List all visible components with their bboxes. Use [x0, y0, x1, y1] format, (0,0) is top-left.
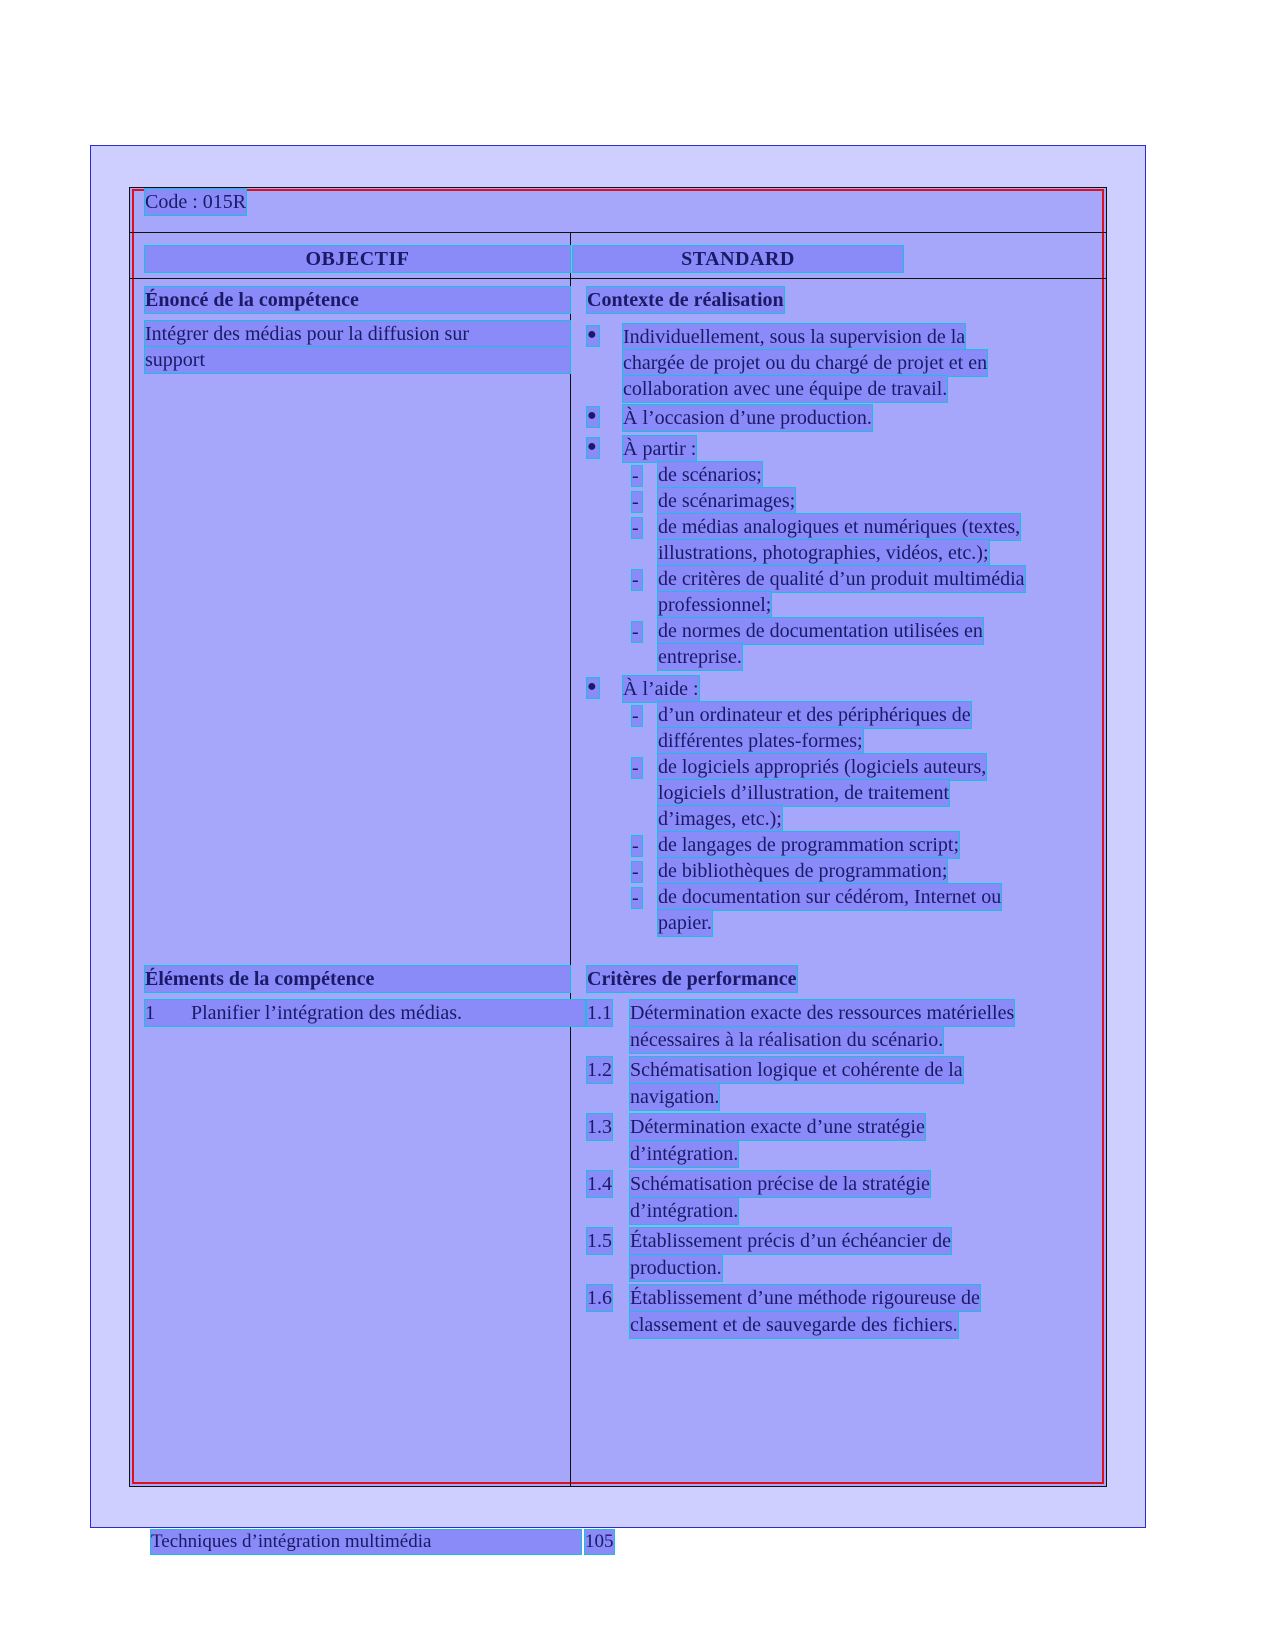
critere-number: 1.4	[587, 1173, 612, 1195]
partir-item: de normes de documentation utilisées en	[658, 620, 983, 642]
partir-item: de scénarios;	[658, 464, 762, 486]
critere-number: 1.5	[587, 1230, 612, 1252]
dash-icon: -	[632, 706, 642, 726]
aide-item: d’images, etc.);	[658, 808, 782, 830]
enonce-title: Énoncé de la compétence	[145, 287, 570, 313]
critere-line: production.	[630, 1257, 722, 1279]
critere-line: nécessaires à la réalisation du scénario.	[630, 1029, 944, 1051]
bullet-icon: ●	[587, 678, 599, 698]
partir-item: professionnel;	[658, 594, 772, 616]
critere-line: Schématisation précise de la stratégie	[630, 1173, 930, 1195]
critere-number: 1.3	[587, 1116, 612, 1138]
dash-icon: -	[632, 836, 642, 856]
critere-line: Détermination exacte d’une stratégie	[630, 1116, 925, 1138]
critere-line: navigation.	[630, 1086, 720, 1108]
dash-icon: -	[632, 862, 642, 882]
bullet-icon: ●	[587, 326, 599, 346]
partir-item: entreprise.	[658, 646, 742, 668]
dash-icon: -	[632, 518, 642, 538]
aide-item: de documentation sur cédérom, Internet ou	[658, 886, 1002, 908]
context-bullet-line: chargée de projet ou du chargé de projet et en	[623, 352, 988, 374]
header-objectif: OBJECTIF	[145, 246, 570, 272]
contexte-title: Contexte de réalisation	[587, 289, 784, 311]
aide-item: différentes plates-formes;	[658, 730, 863, 752]
elements-title: Éléments de la compétence	[145, 966, 570, 992]
partir-item: de scénarimages;	[658, 490, 796, 512]
aide-item: de bibliothèques de programmation;	[658, 860, 948, 882]
dash-icon: -	[632, 466, 642, 486]
critere-line: Détermination exacte des ressources matérielles	[630, 1002, 1015, 1024]
aide-item: papier.	[658, 912, 712, 934]
page-number: 105	[585, 1531, 614, 1552]
critere-line: d’intégration.	[630, 1200, 739, 1222]
context-bullet-line: collaboration avec une équipe de travail.	[623, 378, 948, 400]
partir-item: de médias analogiques et numériques (textes,	[658, 516, 1021, 538]
enonce-text-line: support	[145, 347, 570, 373]
context-bullet-line: À l’occasion d’une production.	[623, 407, 872, 429]
divider-under-headers	[129, 278, 1107, 279]
context-bullet-line: Individuellement, sous la supervision de la	[623, 326, 966, 348]
context-bullet-line: À l’aide :	[623, 678, 699, 700]
critere-line: Établissement précis d’un échéancier de	[630, 1230, 951, 1252]
dash-icon: -	[632, 622, 642, 642]
column-divider	[570, 232, 571, 1487]
divider-under-code	[129, 232, 1107, 233]
critere-line: classement et de sauvegarde des fichiers.	[630, 1314, 958, 1336]
code-label: Code : 015R	[145, 191, 247, 213]
element-item-number: 1	[145, 1002, 155, 1024]
aide-item: d’un ordinateur et des périphériques de	[658, 704, 971, 726]
critere-number: 1.2	[587, 1059, 612, 1081]
dash-icon: -	[632, 570, 642, 590]
aide-item: logiciels d’illustration, de traitement	[658, 782, 950, 804]
footer-title: Techniques d’intégration multimédia	[151, 1530, 581, 1554]
context-bullet-line: À partir :	[623, 438, 697, 460]
critere-line: Schématisation logique et cohérente de la	[630, 1059, 963, 1081]
critere-line: d’intégration.	[630, 1143, 739, 1165]
critere-number: 1.1	[587, 1002, 612, 1024]
partir-item: de critères de qualité d’un produit multimédia	[658, 568, 1025, 590]
critere-line: Établissement d’une méthode rigoureuse de	[630, 1287, 980, 1309]
partir-item: illustrations, photographies, vidéos, etc.);	[658, 542, 989, 564]
enonce-text-line: Intégrer des médias pour la diffusion sur	[145, 321, 570, 347]
critere-number: 1.6	[587, 1287, 612, 1309]
bullet-icon: ●	[587, 438, 599, 458]
aide-item: de langages de programmation script;	[658, 834, 960, 856]
dash-icon: -	[632, 758, 642, 778]
element-item-text: Planifier l’intégration des médias.	[191, 1002, 463, 1024]
bullet-icon: ●	[587, 407, 599, 427]
criteres-title: Critères de performance	[587, 968, 797, 990]
dash-icon: -	[632, 492, 642, 512]
aide-item: de logiciels appropriés (logiciels auteurs,	[658, 756, 987, 778]
element-item	[145, 1000, 585, 1026]
header-standard: STANDARD	[573, 246, 903, 272]
dash-icon: -	[632, 888, 642, 908]
